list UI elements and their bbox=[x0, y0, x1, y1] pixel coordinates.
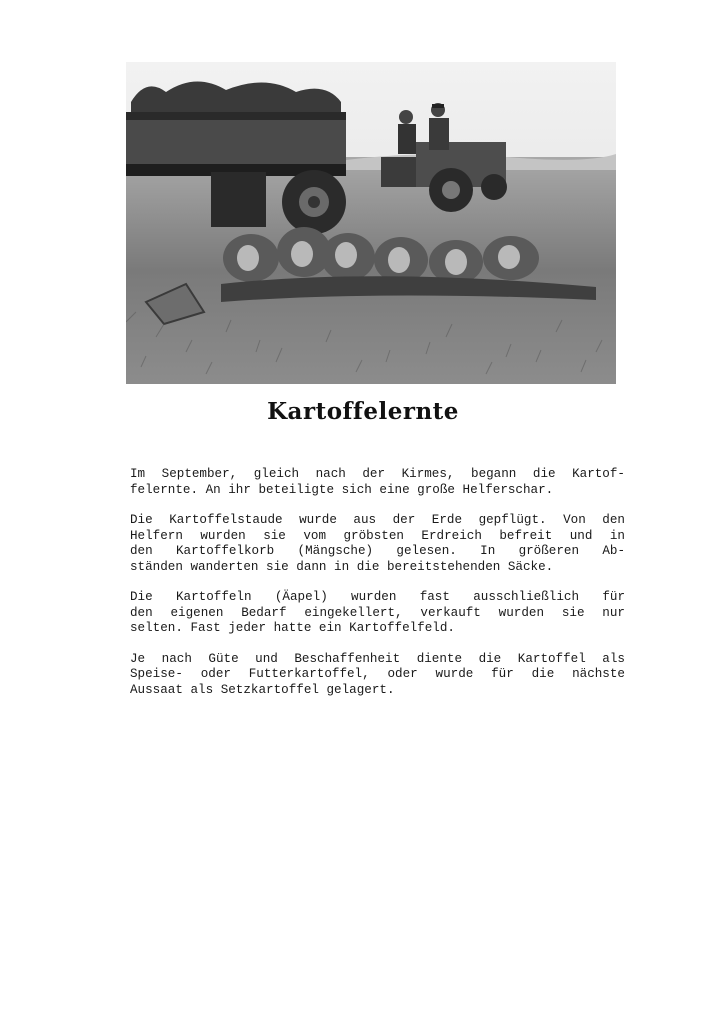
paragraph bbox=[130, 513, 625, 575]
page-title: Kartoffelernte bbox=[267, 398, 459, 425]
text-line: Die Kartoffeln (Äapel) wurden fast ausschließlich für bbox=[130, 590, 625, 604]
body-text bbox=[130, 467, 625, 713]
text-line: felernte. An ihr beteiligte sich eine große Helferschar. bbox=[130, 482, 554, 497]
text-line: selten. Fast jeder hatte ein Kartoffelfeld. bbox=[130, 621, 455, 635]
text-line: Die Kartoffelstaude wurde aus der Erde gepflügt. Von den bbox=[130, 513, 625, 527]
text-line: Aussaat als Setzkartoffel gelagert. bbox=[130, 682, 395, 697]
text-line: Helfern wurden sie vom gröbsten Erdreich befreit und in bbox=[130, 528, 625, 543]
photo-potato-harvest-icon bbox=[126, 62, 616, 384]
text-line: den Kartoffelkorb (Mängsche) gelesen. In größeren Ab- bbox=[130, 544, 625, 558]
text-line: den eigenen Bedarf eingekellert, verkauft wurden sie nur bbox=[130, 605, 625, 620]
paragraph bbox=[130, 652, 625, 699]
harvest-photo bbox=[126, 62, 616, 384]
text-line: Je nach Güte und Beschaffenheit diente die Kartoffel als bbox=[130, 651, 625, 666]
paragraph bbox=[130, 467, 625, 498]
text-line: Im September, gleich nach der Kirmes, begann die Kartof- bbox=[130, 467, 625, 481]
text-line: ständen wanderten sie dann in die bereitstehenden Säcke. bbox=[130, 559, 554, 574]
paragraph bbox=[130, 590, 625, 637]
text-line: Speise- oder Futterkartoffel, oder wurde für die nächste bbox=[130, 667, 625, 681]
